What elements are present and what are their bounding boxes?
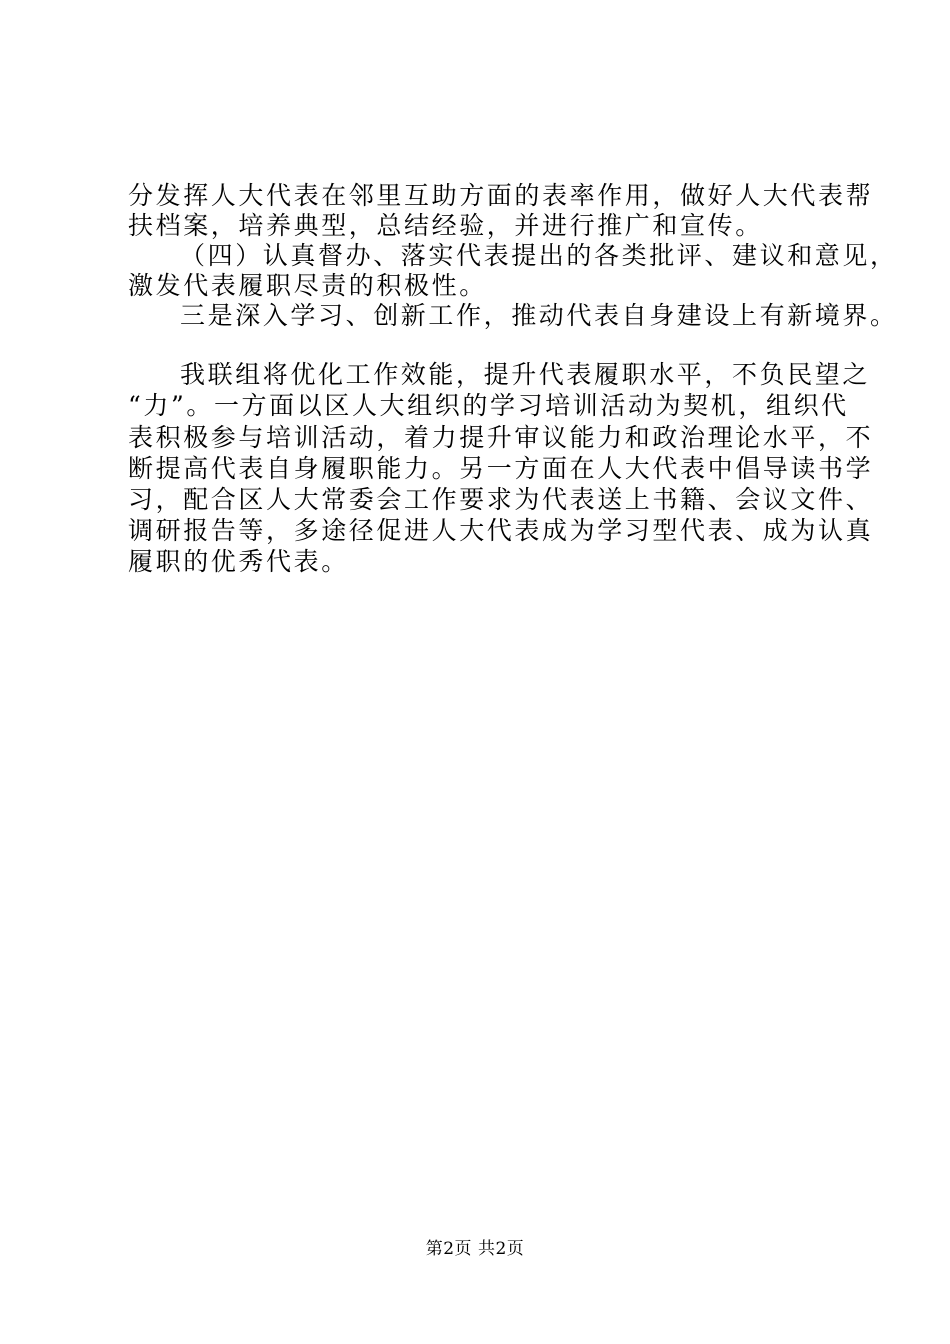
body-text-line: 履职的优秀代表。 bbox=[128, 547, 349, 576]
body-text-line: 激发代表履职尽责的积极性。 bbox=[128, 271, 487, 300]
page-number-footer: 第2页 共2页 bbox=[425, 1239, 525, 1259]
body-text-line: 分发挥人大代表在邻里互助方面的表率作用，做好人大代表帮 bbox=[128, 181, 874, 210]
body-text-line: 调研报告等，多途径促进人大代表成为学习型代表、成为认真 bbox=[128, 516, 874, 545]
paragraph-text-line: 我联组将优化工作效能，提升代表履职水平，不负民望之 bbox=[180, 360, 871, 389]
body-text-line: 断提高代表自身履职能力。另一方面在人大代表中倡导读书学 bbox=[128, 454, 874, 483]
body-text-line: “力”。一方面以区人大组织的学习培训活动为契机，组织代 bbox=[128, 391, 849, 420]
body-text-line: 扶档案，培养典型，总结经验，并进行推广和宣传。 bbox=[128, 211, 763, 240]
body-text-line: 习，配合区人大常委会工作要求为代表送上书籍、会议文件、 bbox=[128, 485, 874, 514]
paragraph-text-line: （四）认真督办、落实代表提出的各类批评、建议和意见， bbox=[180, 241, 898, 270]
paragraph-text-line: 三是深入学习、创新工作，推动代表自身建设上有新境界。 bbox=[180, 301, 898, 330]
body-text-line: 表积极参与培训活动，着力提升审议能力和政治理论水平，不 bbox=[128, 423, 874, 452]
